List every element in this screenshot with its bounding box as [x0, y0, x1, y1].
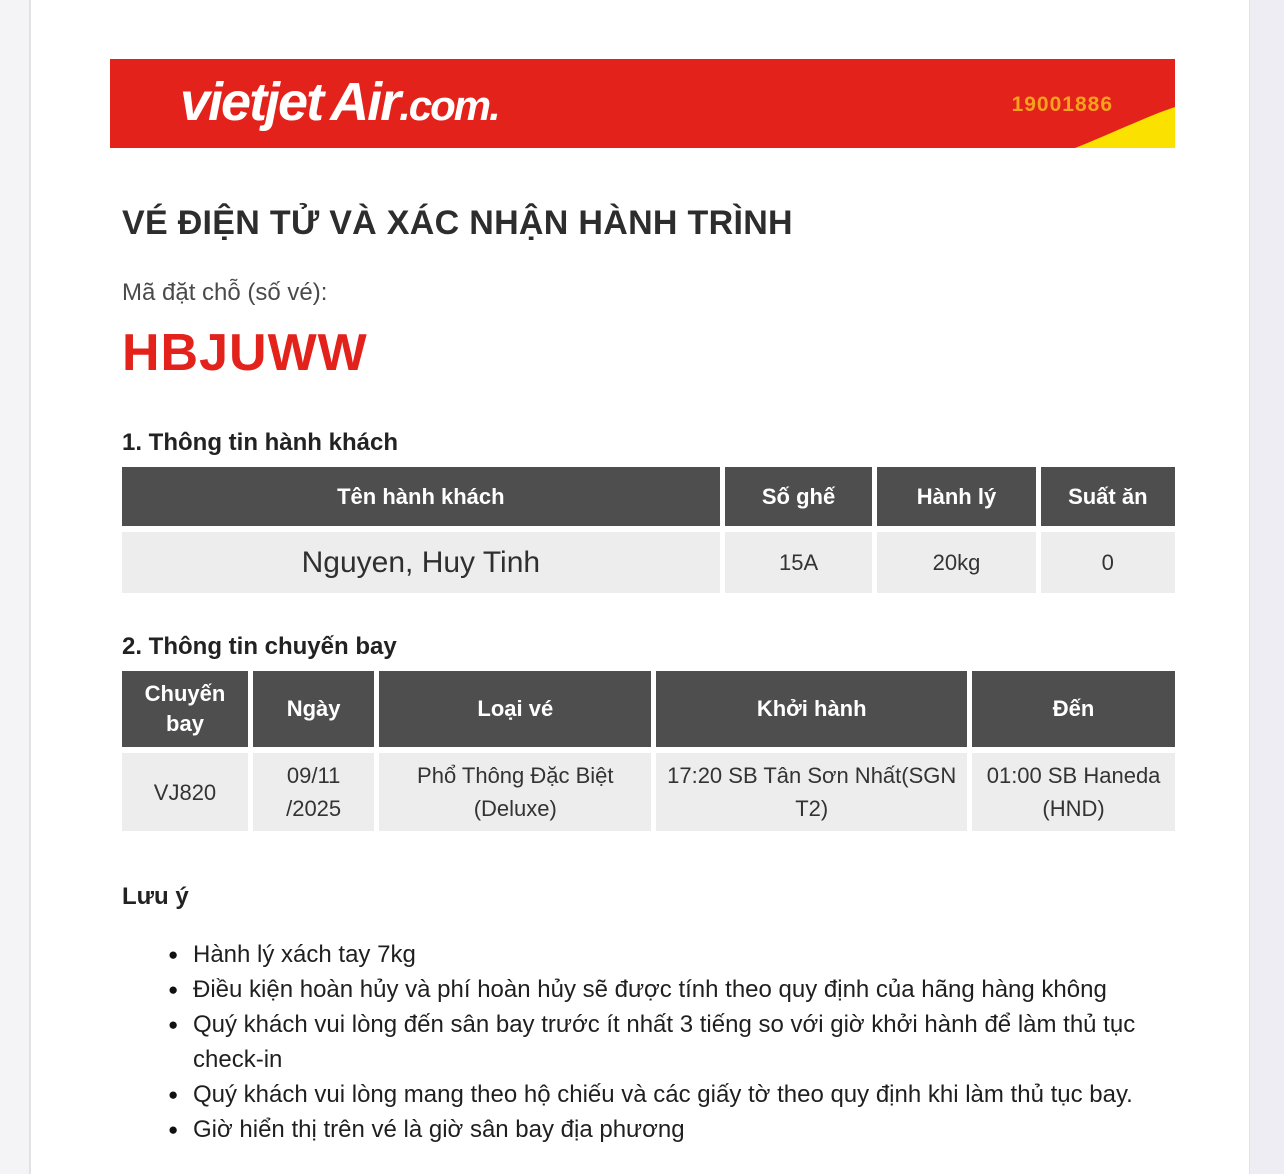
notes-list — [110, 937, 1170, 1147]
note-text: Giờ hiển thị trên vé là giờ sân bay địa phương — [193, 1116, 685, 1143]
bullet-icon: ● — [168, 945, 179, 964]
bullet-icon: ● — [168, 980, 179, 999]
column-header: Chuyến bay — [122, 671, 250, 750]
booking-code-label: Mã đặt chỗ (số vé): — [122, 279, 328, 306]
note-item — [168, 937, 1170, 972]
note-item — [168, 1077, 1170, 1112]
vietjet-banner — [110, 59, 1175, 148]
table-cell: Phổ Thông Đặc Biệt (Deluxe) — [377, 750, 654, 831]
logo-text-vietjet: vietjet — [180, 72, 323, 132]
table-header-row — [122, 467, 1175, 529]
logo-text-com: .com. — [399, 82, 499, 129]
note-text: Quý khách vui lòng mang theo hộ chiếu và các giấy tờ theo quy định khi làm thủ tục bay. — [193, 1081, 1133, 1108]
table-header-row — [122, 671, 1175, 750]
eticket-document — [110, 59, 1175, 1147]
bullet-icon: ● — [168, 1085, 179, 1104]
page-left-margin — [0, 0, 31, 1174]
column-header: Suất ăn — [1038, 467, 1175, 529]
table-cell: 01:00 SB Haneda (HND) — [970, 750, 1175, 831]
column-header: Tên hành khách — [122, 467, 722, 529]
column-header: Khởi hành — [654, 671, 970, 750]
table-cell: 0 — [1038, 529, 1175, 593]
page-title: VÉ ĐIỆN TỬ VÀ XÁC NHẬN HÀNH TRÌNH — [122, 204, 793, 242]
note-item — [168, 1112, 1170, 1147]
column-header: Loại vé — [377, 671, 654, 750]
note-text: Hành lý xách tay 7kg — [193, 941, 416, 968]
notes-title: Lưu ý — [122, 883, 189, 910]
booking-code-value: HBJUWW — [122, 324, 368, 382]
column-header: Đến — [970, 671, 1175, 750]
passenger-section-title: 1. Thông tin hành khách — [122, 429, 398, 456]
table-row — [122, 750, 1175, 831]
table-cell: 15A — [722, 529, 875, 593]
bullet-icon: ● — [168, 1015, 179, 1034]
bullet-icon: ● — [168, 1120, 179, 1139]
note-text: Quý khách vui lòng đến sân bay trước ít nhất 3 tiếng so với giờ khởi hành để làm thủ tục check-in — [193, 1011, 1136, 1073]
vietjet-logo — [180, 71, 499, 147]
note-item — [168, 972, 1170, 1007]
note-item — [168, 1007, 1170, 1077]
column-header: Số ghế — [722, 467, 875, 529]
logo-text-air: Air — [330, 72, 400, 132]
flight-table — [122, 671, 1175, 831]
passenger-table — [122, 467, 1175, 593]
hotline-number: 19001886 — [1011, 93, 1113, 116]
table-cell: Nguyen, Huy Tinh — [122, 529, 722, 593]
table-cell: 17:20 SB Tân Sơn Nhất(SGN T2) — [654, 750, 970, 831]
table-cell: 20kg — [875, 529, 1038, 593]
table-cell: VJ820 — [122, 750, 250, 831]
flight-section-title: 2. Thông tin chuyến bay — [122, 633, 397, 660]
table-cell: 09/11 /2025 — [250, 750, 376, 831]
column-header: Hành lý — [875, 467, 1038, 529]
scrollbar-track[interactable] — [1249, 0, 1284, 1174]
column-header: Ngày — [250, 671, 376, 750]
table-row — [122, 529, 1175, 593]
note-text: Điều kiện hoàn hủy và phí hoàn hủy sẽ được tính theo quy định của hãng hàng không — [193, 976, 1107, 1003]
